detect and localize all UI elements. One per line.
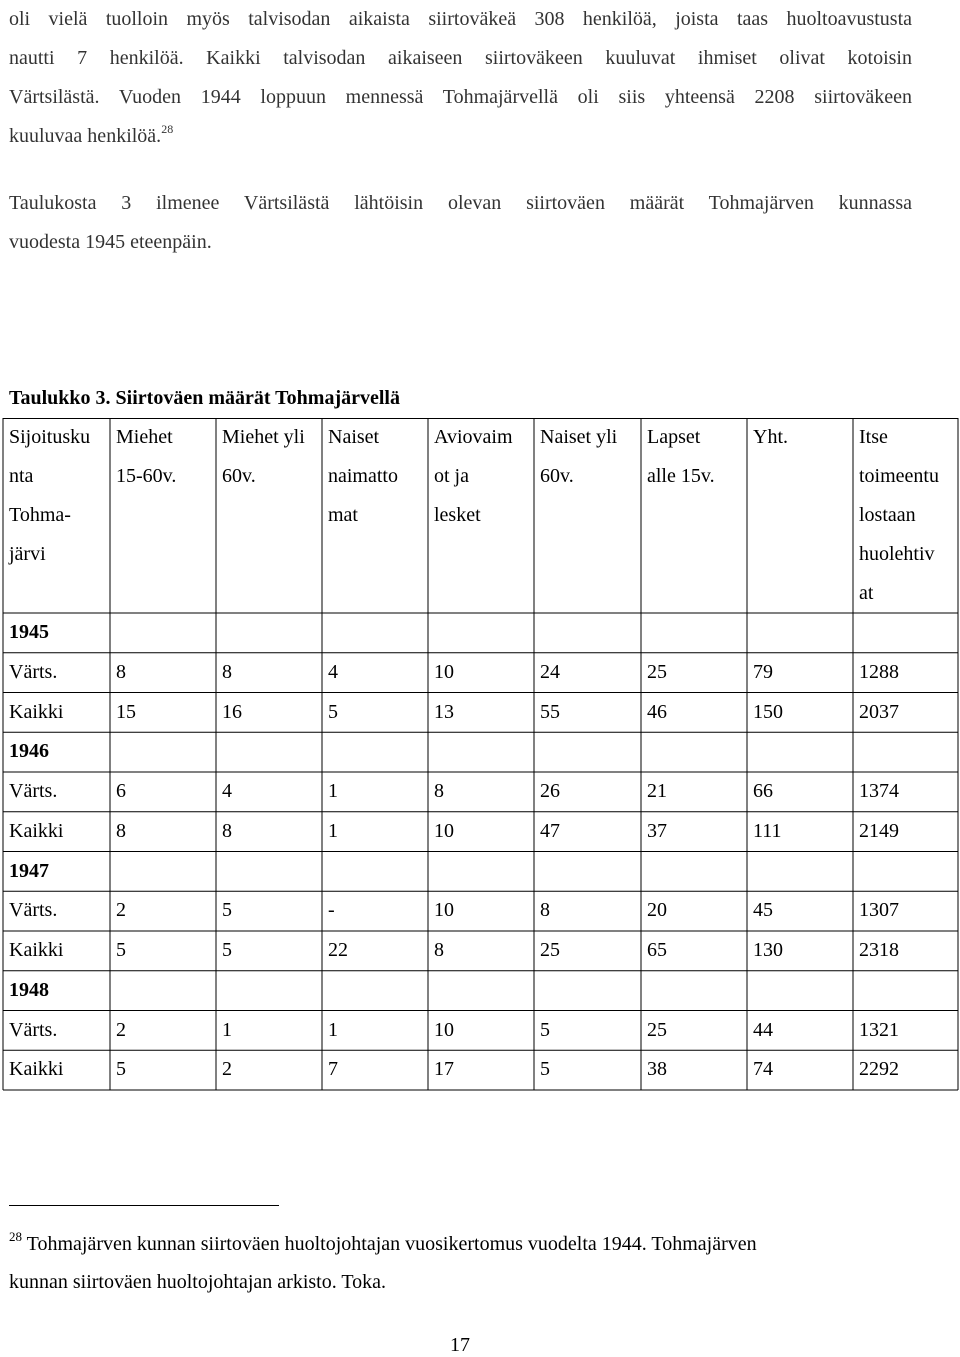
table-cell: 10 <box>434 819 454 842</box>
column-header-line: alle 15v. <box>647 465 715 487</box>
table-cell: 2292 <box>859 1058 899 1081</box>
table-cell: 10 <box>434 1018 454 1041</box>
table-cell: 66 <box>753 780 773 802</box>
table-cell: 25 <box>647 660 667 683</box>
table-cell: 25 <box>540 939 560 961</box>
table-cell: 55 <box>540 700 560 723</box>
table-cell: 22 <box>328 939 348 961</box>
table-cell: 4 <box>328 660 338 683</box>
table-cell: 5 <box>116 939 126 961</box>
column-header-line: lostaan <box>859 504 916 526</box>
table-cell: 1374 <box>859 780 899 802</box>
table-cell: 8 <box>540 899 550 922</box>
table-cell: 13 <box>434 700 454 723</box>
table-cell: 2 <box>116 1018 126 1041</box>
table-cell: 21 <box>647 780 667 802</box>
table-cell: 111 <box>753 819 782 842</box>
column-header-line: Aviovaim <box>434 426 513 448</box>
table-cell: 8 <box>434 939 444 961</box>
paragraph-line: Värtsilästä. Vuoden 1944 loppuun mennessä Tohmajärvellä oli siis yhteensä 2208 siirtoväkeen <box>9 86 912 108</box>
row-label: Värts. <box>9 780 58 802</box>
year-row-label: 1947 <box>9 859 49 882</box>
column-header-line: Itse <box>859 426 888 448</box>
paragraph-line: vuodesta 1945 eteenpäin. <box>9 231 212 253</box>
table-cell: 1 <box>328 1018 338 1041</box>
table-cell: 2 <box>222 1058 232 1081</box>
table-cell: 24 <box>540 660 560 683</box>
column-header-line: toimeentu <box>859 465 939 487</box>
column-header-line: Sijoitusku <box>9 426 91 448</box>
table-cell: 10 <box>434 899 454 922</box>
table-cell: 1288 <box>859 660 899 683</box>
table-cell: 2149 <box>859 819 899 842</box>
page-number: 17 <box>450 1334 470 1356</box>
table-cell: 5 <box>222 899 232 922</box>
table-cell: 130 <box>753 939 783 961</box>
column-header-line: at <box>859 582 874 604</box>
table-cell: 20 <box>647 899 667 922</box>
row-label: Kaikki <box>9 939 64 961</box>
table-cell: 15 <box>116 700 136 723</box>
paragraph-line: nautti 7 henkilöä. Kaikki talvisodan aikaiseen siirtoväkeen kuuluvat ihmiset olivat kotoisin <box>9 47 912 69</box>
table-cell: - <box>328 899 335 922</box>
column-header-line: naimatto <box>328 465 398 487</box>
table-cell: 5 <box>328 700 338 723</box>
year-row-label: 1946 <box>9 740 49 763</box>
table-cell: 1 <box>328 819 338 842</box>
table-cell: 37 <box>647 819 667 842</box>
table-cell: 5 <box>540 1018 550 1041</box>
table-caption: Taulukko 3. Siirtoväen määrät Tohmajärvellä <box>9 387 400 409</box>
row-label: Värts. <box>9 660 58 683</box>
year-row-label: 1945 <box>9 621 49 643</box>
column-header-line: Tohma- <box>9 504 71 526</box>
table-cell: 1 <box>222 1018 232 1041</box>
row-label: Värts. <box>9 899 58 922</box>
column-header-line: Naiset yli <box>540 426 618 448</box>
column-header-line: Miehet yli <box>222 426 305 448</box>
column-header-line: Miehet <box>116 426 173 448</box>
table-cell: 17 <box>434 1058 454 1081</box>
row-label: Kaikki <box>9 819 64 842</box>
table-cell: 10 <box>434 660 454 683</box>
table-cell: 44 <box>753 1018 773 1041</box>
table-cell: 5 <box>540 1058 550 1081</box>
footnote-divider <box>9 1205 279 1206</box>
table-cell: 79 <box>753 660 773 683</box>
paragraph-line <box>9 117 912 156</box>
column-header-line: lesket <box>434 504 481 526</box>
table-cell: 2037 <box>859 700 899 723</box>
column-header-line: 60v. <box>540 465 574 487</box>
table-cell: 45 <box>753 899 773 922</box>
table-cell: 1307 <box>859 899 899 922</box>
table-cell: 38 <box>647 1058 667 1081</box>
paragraph-line: oli vielä tuolloin myös talvisodan aikaista siirtoväkeä 308 henkilöä, joista taas huoltoavustusta <box>9 8 912 30</box>
row-label: Kaikki <box>9 1058 64 1081</box>
table-cell: 2 <box>116 899 126 922</box>
column-header-line: ot ja <box>434 465 469 487</box>
footnote-text-line-2: kunnan siirtoväen huoltojohtajan arkisto. Toka. <box>9 1271 387 1293</box>
table-cell: 1321 <box>859 1018 899 1041</box>
column-header-line: Lapset <box>647 426 701 448</box>
table-cell: 5 <box>116 1058 126 1081</box>
table-cell: 150 <box>753 700 783 723</box>
table-cell: 4 <box>222 780 232 802</box>
table-cell: 8 <box>222 819 232 842</box>
footnote <box>9 1225 889 1301</box>
table-cell: 25 <box>647 1018 667 1041</box>
table-cell: 26 <box>540 780 560 802</box>
column-header-line: 60v. <box>222 465 256 487</box>
table-cell: 1 <box>328 780 338 802</box>
table-cell: 5 <box>222 939 232 961</box>
column-header-line: Naiset <box>328 426 380 448</box>
body-paragraph-1 <box>9 0 912 156</box>
table-cell: 2318 <box>859 939 899 961</box>
table-cell: 8 <box>116 819 126 842</box>
footnote-text-line-1: Tohmajärven kunnan siirtoväen huoltojohtajan vuosikertomus vuodelta 1944. Tohmajärven <box>26 1233 757 1255</box>
year-row-label: 1948 <box>9 978 49 1001</box>
row-label: Värts. <box>9 1018 58 1041</box>
column-header-line: järvi <box>9 543 46 565</box>
column-header-line: mat <box>328 504 358 526</box>
table-cell: 8 <box>434 780 444 802</box>
table-cell: 8 <box>116 660 126 683</box>
table-cell: 6 <box>116 780 126 802</box>
table-cell: 47 <box>540 819 560 842</box>
column-header-line: huolehtiv <box>859 543 935 565</box>
column-header-line: 15-60v. <box>116 465 177 487</box>
paragraph-line: Taulukosta 3 ilmenee Värtsilästä lähtöisin olevan siirtoväen määrät Tohmajärven kunnassa <box>9 192 912 214</box>
table-cell: 16 <box>222 700 242 723</box>
table-cell: 65 <box>647 939 667 961</box>
footnote-reference[interactable]: 28 <box>161 122 174 136</box>
paragraph-line-text: kuuluvaa henkilöä. <box>9 125 162 147</box>
table-cell: 46 <box>647 700 667 723</box>
column-header-line: nta <box>9 465 34 487</box>
column-header-line: Yht. <box>753 426 788 448</box>
footnote-number: 28 <box>9 1229 22 1244</box>
table-cell: 74 <box>753 1058 773 1081</box>
body-paragraph-2 <box>9 184 912 262</box>
table-cell: 7 <box>328 1058 338 1081</box>
row-label: Kaikki <box>9 700 64 723</box>
table-cell: 8 <box>222 660 232 683</box>
